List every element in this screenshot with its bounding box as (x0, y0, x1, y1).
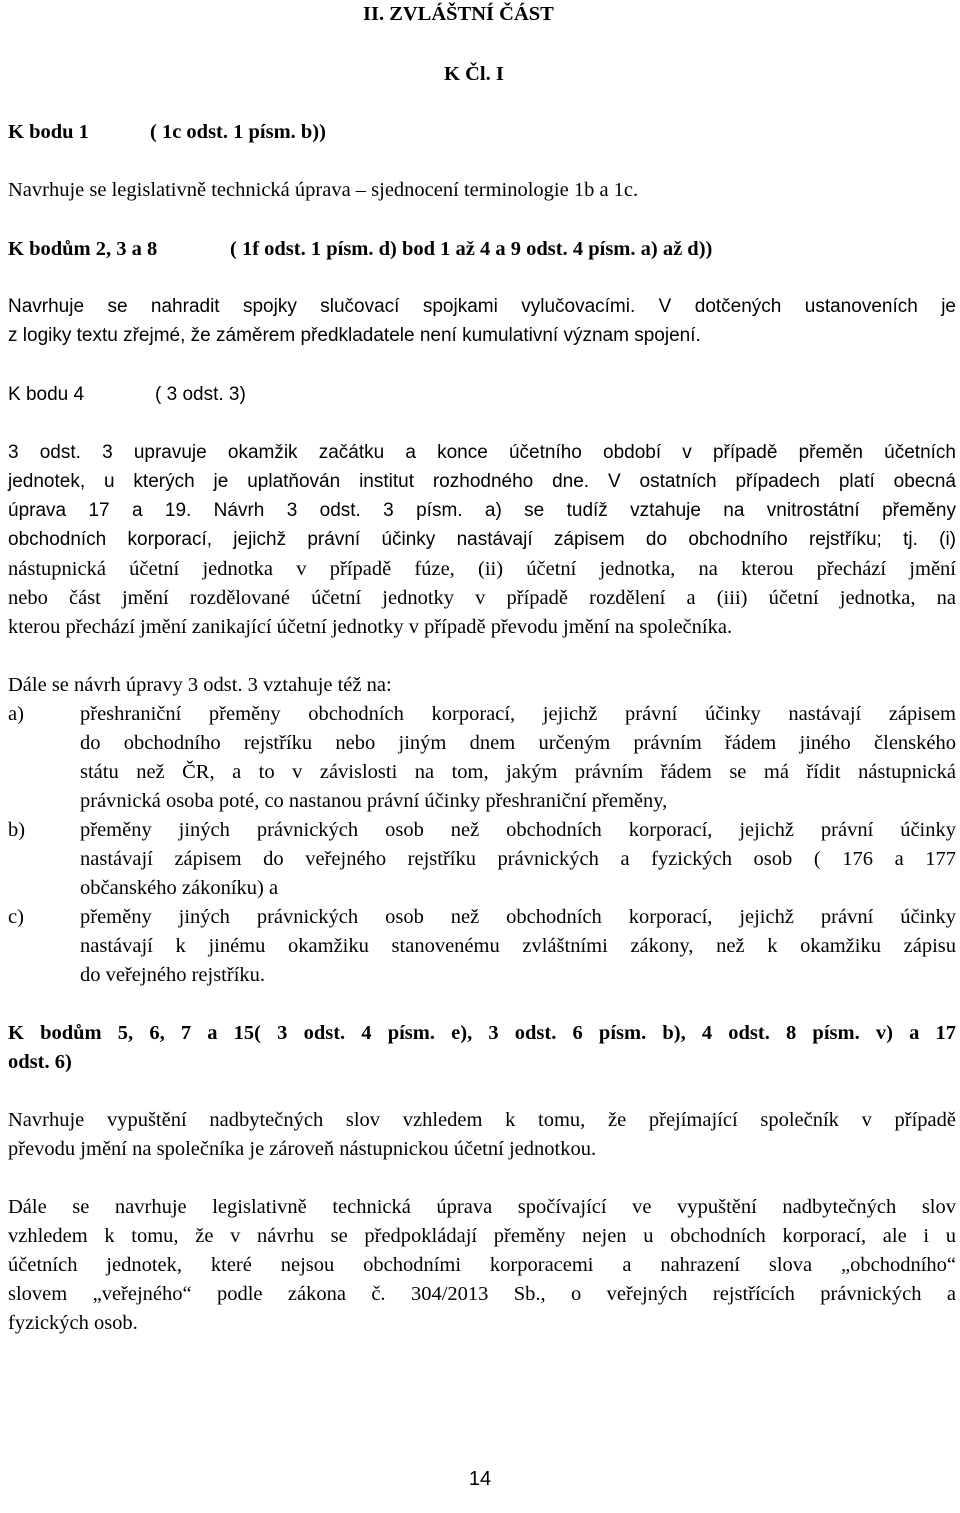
item-a-line-3: státu než ČR, a to v závislosti na tom, jakým právním řádem se má řídit nástupnická (80, 761, 956, 783)
section4-heading-line-1: K bodům 5, 6, 7 a 15( 3 odst. 4 písm. e), 3 odst. 6 písm. b), 4 odst. 8 písm. v) a 17 (8, 1022, 956, 1044)
item-c-line-1: přeměny jiných právnických osob než obchodních korporací, jejichž právní účinky (80, 906, 956, 928)
item-b-line-3: občanského zákoníku) a (80, 877, 279, 899)
item-a-label: a) (8, 703, 24, 725)
section3-para1-line-6: nebo část jmění rozdělované účetní jednotky v případě rozdělení a (iii) účetní jednotka, na (8, 587, 956, 609)
item-b-label: b) (8, 819, 26, 841)
section2-line-1: Navrhuje se nahradit spojky slučovací spojkami vylučovacími. V dotčených ustanoveních je (8, 296, 956, 317)
item-a-line-4: právnická osoba poté, co nastanou právní účinky přeshraniční přeměny, (80, 790, 668, 812)
item-a-line-1: přeshraniční přeměny obchodních korporací, jejichž právní účinky nastávají zápisem (80, 703, 956, 725)
section4-para1-line-1: Navrhuje vypuštění nadbytečných slov vzhledem k tomu, že přejímající společník v případě (8, 1109, 956, 1131)
item-c-label: c) (8, 906, 24, 928)
section3-para1-line-2: jednotek, u kterých je uplatňován institut rozhodného dne. V ostatních případech platí obecná (8, 471, 956, 492)
section3-heading-ref: ( 3 odst. 3) (155, 384, 246, 405)
item-a-line-2: do obchodního rejstříku nebo jiným dnem určeným právním řádem jiného členského (80, 732, 956, 754)
item-b-line-1: přeměny jiných právnických osob než obchodních korporací, jejichž právní účinky (80, 819, 956, 841)
section2-heading-ref: ( 1f odst. 1 písm. d) bod 1 až 4 a 9 odst. 4 písm. a) až d)) (230, 238, 713, 260)
section3-para1-line-1: 3 odst. 3 upravuje okamžik začátku a konce účetního období v případě přeměn účetních (8, 442, 956, 463)
section3-para2: Dále se návrh úpravy 3 odst. 3 vztahuje též na: (8, 674, 392, 696)
item-b-line-2: nastávají zápisem do veřejného rejstříku právnických a fyzických osob ( 176 a 177 (80, 848, 956, 870)
article-heading: K Čl. I (444, 63, 504, 85)
item-c-line-3: do veřejného rejstříku. (80, 964, 266, 986)
page-number: 14 (468, 1468, 492, 1490)
section1-heading-label: K bodu 1 (8, 121, 89, 143)
section1-text: Navrhuje se legislativně technická úprava – sjednocení terminologie 1b a 1c. (8, 179, 639, 201)
section4-para2-line-4: slovem „veřejného“ podle zákona č. 304/2013 Sb., o veřejných rejstřících právnických a (8, 1283, 956, 1305)
section4-para2-line-5: fyzických osob. (8, 1312, 138, 1334)
section4-heading-line-2: odst. 6) (8, 1051, 72, 1073)
section4-para2-line-1: Dále se navrhuje legislativně technická úprava spočívající ve vypuštění nadbytečných slov (8, 1196, 956, 1218)
section4-para2-line-2: vzhledem k tomu, že v návrhu se předpokládají přeměny nejen u obchodních korporací, ale i u (8, 1225, 956, 1247)
section3-para1-line-7: kterou přechází jmění zanikající účetní jednotky v případě převodu jmění na společníka. (8, 616, 733, 638)
section3-para1-line-4: obchodních korporací, jejichž právní účinky nastávají zápisem do obchodního rejstříku; tj. (i) (8, 529, 956, 550)
section3-para1-line-3: úprava 17 a 19. Návrh 3 odst. 3 písm. a) se tudíž vztahuje na vnitrostátní přeměny (8, 500, 956, 521)
part-title: II. ZVLÁŠTNÍ ČÁST (363, 3, 554, 25)
section2-heading-label: K bodům 2, 3 a 8 (8, 238, 158, 260)
section3-heading-label: K bodu 4 (8, 384, 85, 405)
item-c-line-2: nastávají k jinému okamžiku stanovenému zvláštními zákony, než k okamžiku zápisu (80, 935, 956, 957)
section3-para1-line-5: nástupnická účetní jednotka v případě fúze, (ii) účetní jednotka, na kterou přechází jmění (8, 558, 956, 580)
section4-para2-line-3: účetních jednotek, které nejsou obchodními korporacemi a nahrazení slova „obchodního“ (8, 1254, 956, 1276)
section2-line-2: z logiky textu zřejmé, že záměrem předkladatele není kumulativní význam spojení. (8, 325, 701, 346)
section4-para1-line-2: převodu jmění na společníka je zároveň nástupnickou účetní jednotkou. (8, 1138, 597, 1160)
section1-heading-ref: ( 1c odst. 1 písm. b)) (150, 121, 326, 143)
